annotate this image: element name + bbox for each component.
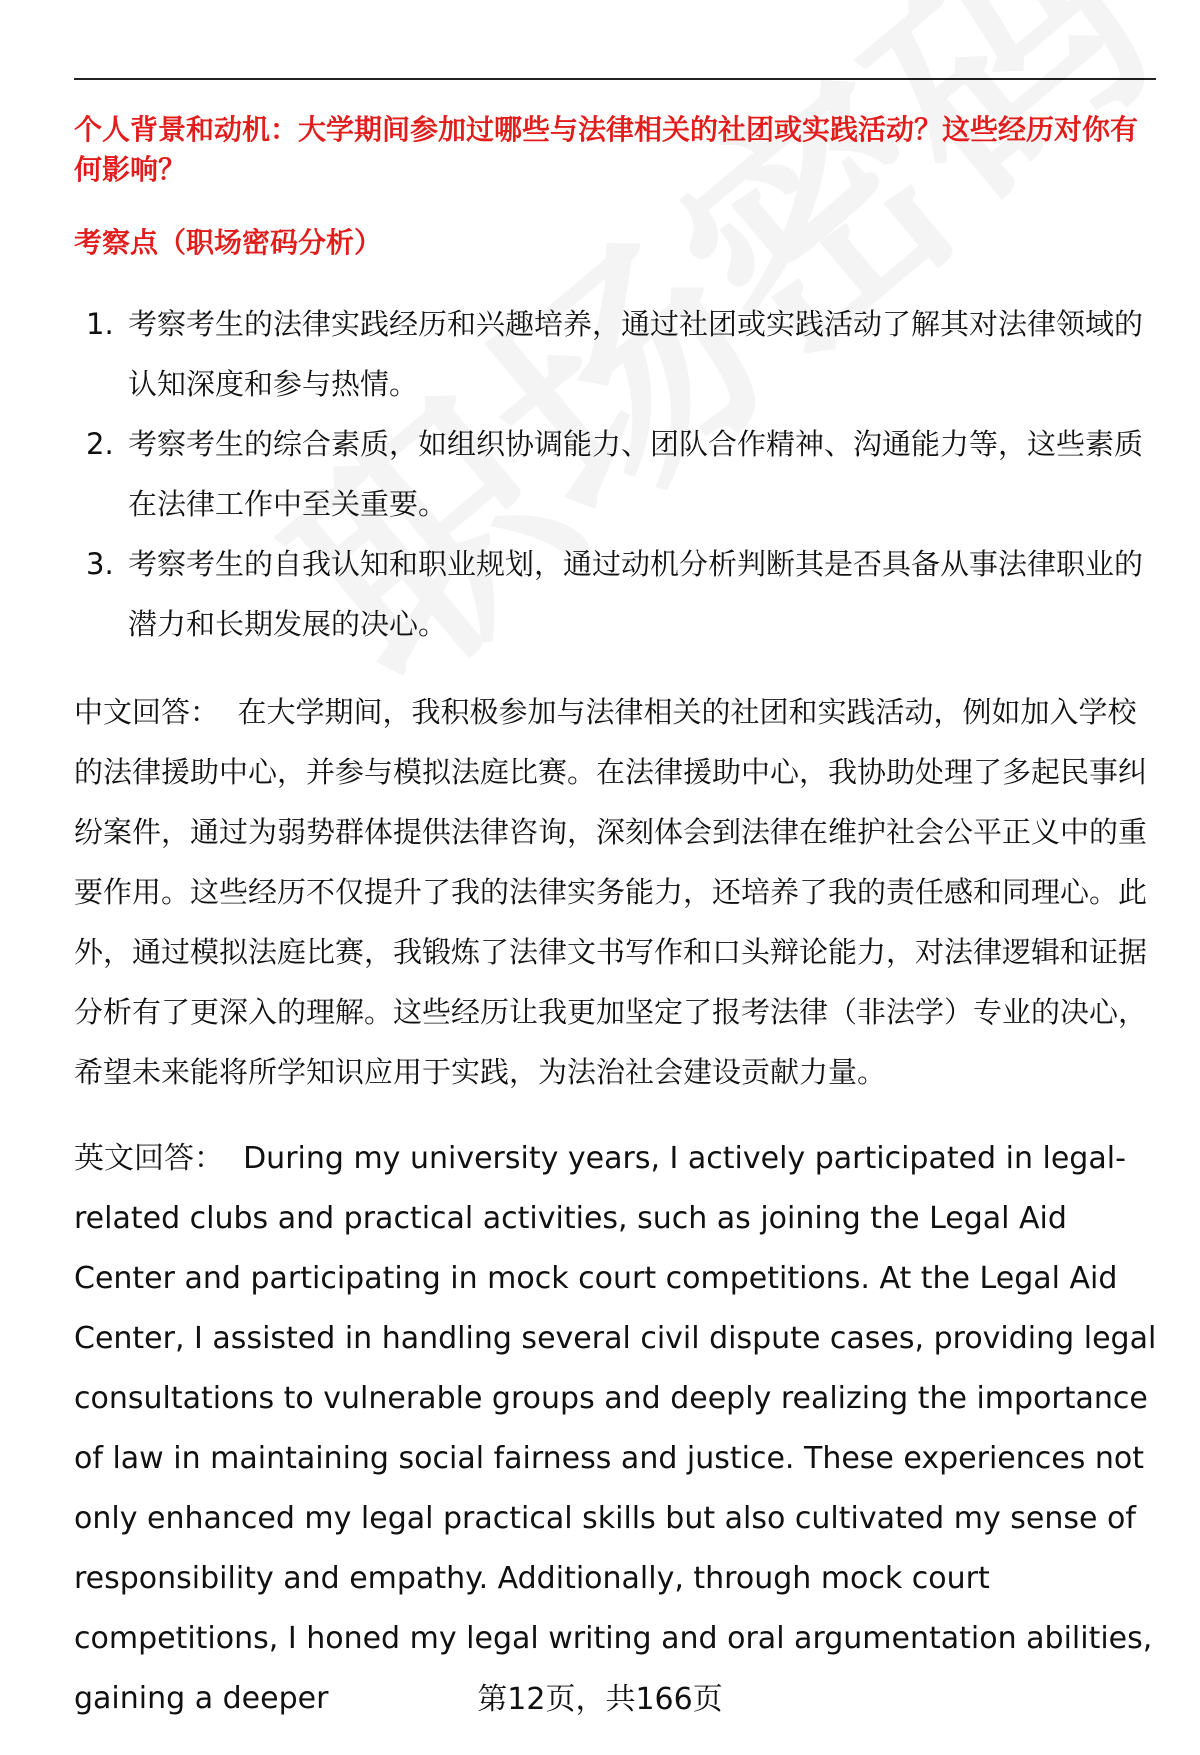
list-text: 考察考生的综合素质，如组织协调能力、团队合作精神、沟通能力等，这些素质在法律工作中至关重要。: [128, 427, 1144, 521]
list-item: [74, 294, 1164, 414]
list-text: 考察考生的法律实践经历和兴趣培养，通过社团或实践活动了解其对法律领域的认知深度和参与热情。: [128, 307, 1144, 401]
list-text: 考察考生的自我认知和职业规划，通过动机分析判断其是否具备从事法律职业的潜力和长期发展的决心。: [128, 547, 1144, 641]
list-number: 3.: [86, 547, 114, 581]
page-number: 第12页，共166页: [477, 1682, 723, 1717]
header-rule: [74, 78, 1156, 80]
chinese-answer: [74, 682, 1164, 1102]
question-heading: 个人背景和动机：大学期间参加过哪些与法律相关的社团或实践活动？这些经历对你有何影响？: [74, 113, 1139, 186]
section-title: 考察点（职场密码分析）: [74, 226, 383, 259]
chinese-answer-text: 在大学期间，我积极参加与法律相关的社团和实践活动，例如加入学校的法律援助中心，并参与模拟法庭比赛。在法律援助中心，我协助处理了多起民事纠纷案件，通过为弱势群体提供法律咨询，深刻体会到法律在维护社会公平正义中的重要作用。这些经历不仅提升了我的法律实务能力，还培养了我的责任感和同理心。此外，通过模拟法庭比赛，我锻炼了法律文书写作和口头辩论能力，对法律逻辑和证据分析有了更深入的理解。这些经历让我更加坚定了报考法律（非法学）专业的决心，希望未来能将所学知识应用于实践，为法治社会建设贡献力量。: [74, 695, 1148, 1089]
english-answer-label: 英文回答：: [74, 1141, 224, 1176]
list-number: 2.: [86, 427, 114, 461]
list-number: 1.: [86, 307, 114, 341]
english-answer-text: During my university years, I actively participated in legal-related clubs and practical activities, such as joining the Legal Aid Center and participating in mock court competitions. At the Legal Aid Center, I assisted in handling several civil dispute cases, providing legal consultations to vulnerable groups and deeply realizing the importance of law in maintaining social fairness and justice. These experiences not only enhanced my legal practical skills but also cultivated my sense of responsibility and empathy. Additionally, through mock court competitions, I honed my legal writing and oral argumentation abilities, gaining a deeper: [74, 1141, 1157, 1716]
list-item: [74, 534, 1164, 654]
chinese-answer-label: 中文回答：: [74, 695, 220, 729]
list-item: [74, 414, 1164, 534]
english-answer: [74, 1129, 1160, 1729]
assessment-points-list: [74, 294, 1164, 654]
